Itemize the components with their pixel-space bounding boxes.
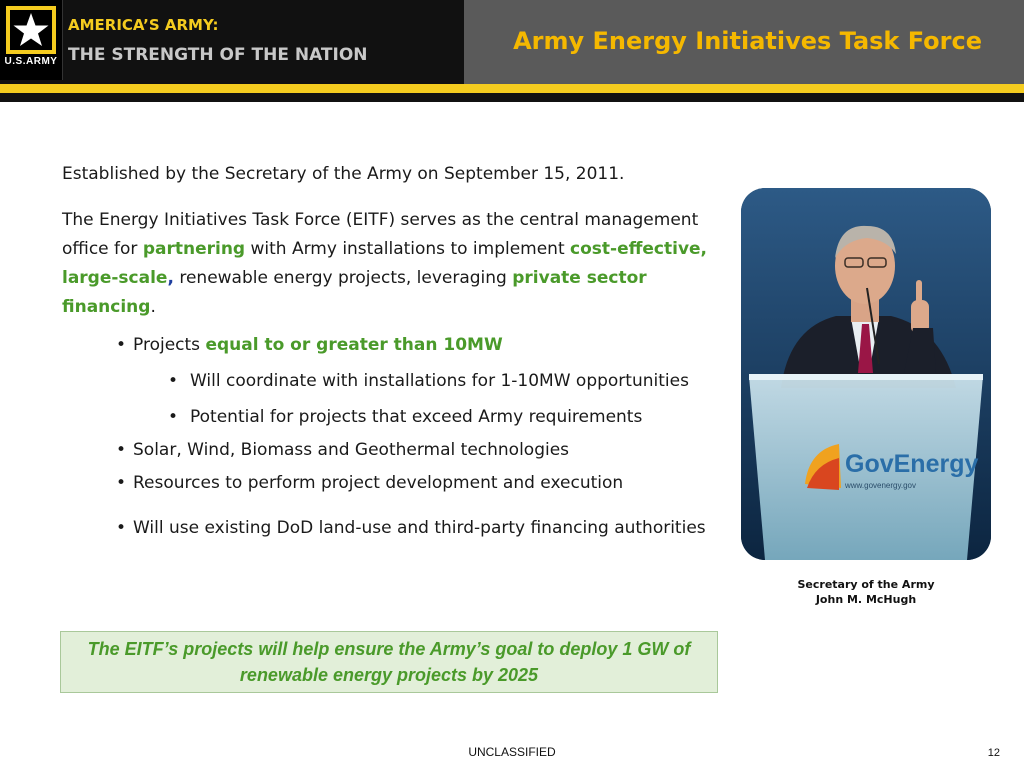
- logo-text: U.S.ARMY: [4, 56, 58, 67]
- highlight-comma: ,: [167, 268, 174, 288]
- highlight-partnering: partnering: [142, 239, 246, 259]
- bullet-projects-size: [62, 331, 732, 360]
- header-bar: [0, 0, 1024, 84]
- bullet-land-use: • Will use existing DoD land-use and third-party financing authorities: [62, 514, 732, 543]
- army-star-icon: [6, 6, 56, 54]
- slogan-line-2: THE STRENGTH OF THE NATION: [68, 45, 368, 65]
- sub-bullet-exceed: • Potential for projects that exceed Army requirements: [62, 403, 732, 432]
- bullet-text: Projects: [133, 335, 206, 355]
- secretary-photo: [741, 188, 991, 560]
- army-logo: [0, 0, 63, 80]
- header-black-stripe: [0, 93, 1024, 102]
- slide-body: [62, 160, 732, 543]
- bullet-resources: • Resources to perform project development and execution: [62, 469, 732, 498]
- page-number: 12: [987, 747, 1000, 759]
- caption-title: Secretary of the Army: [797, 578, 935, 591]
- text-run: renewable energy projects, leveraging: [173, 268, 513, 288]
- bullet-technologies: • Solar, Wind, Biomass and Geothermal technologies: [62, 436, 732, 465]
- highlight-10mw: equal to or greater than 10MW: [205, 335, 503, 355]
- goal-callout-box: The EITF’s projects will help ensure the Army’s goal to deploy 1 GW of renewable energy projects by 2025: [60, 631, 718, 693]
- text-run: with Army installations to implement: [245, 239, 571, 259]
- bullet-list: [62, 331, 732, 543]
- text-run: .: [150, 297, 156, 317]
- text-run: The Energy Initiatives Task Force (EITF) serves as the central management office for: [62, 210, 699, 259]
- established-paragraph: Established by the Secretary of the Army on September 15, 2011.: [62, 164, 625, 184]
- header-brand-panel: [0, 0, 464, 84]
- slogan-line-1: AMERICA’S ARMY:: [68, 16, 219, 34]
- eitf-description-paragraph: [62, 206, 732, 322]
- highlight-cost-effective: cost-effective, large-scale: [62, 239, 708, 288]
- podium-url-text: www.govenergy.gov: [845, 481, 916, 490]
- header-gold-stripe: [0, 84, 1024, 93]
- photo-caption: [741, 577, 991, 607]
- slide-title: Army Energy Initiatives Task Force: [513, 27, 982, 55]
- podium-logo-text: GovEnergy: [845, 450, 979, 478]
- caption-name: John M. McHugh: [815, 593, 917, 606]
- sub-bullet-coordinate: • Will coordinate with installations for 1-10MW opportunities: [62, 367, 732, 396]
- highlight-private-financing: private sector financing: [62, 268, 647, 317]
- classification-label: UNCLASSIFIED: [468, 745, 556, 759]
